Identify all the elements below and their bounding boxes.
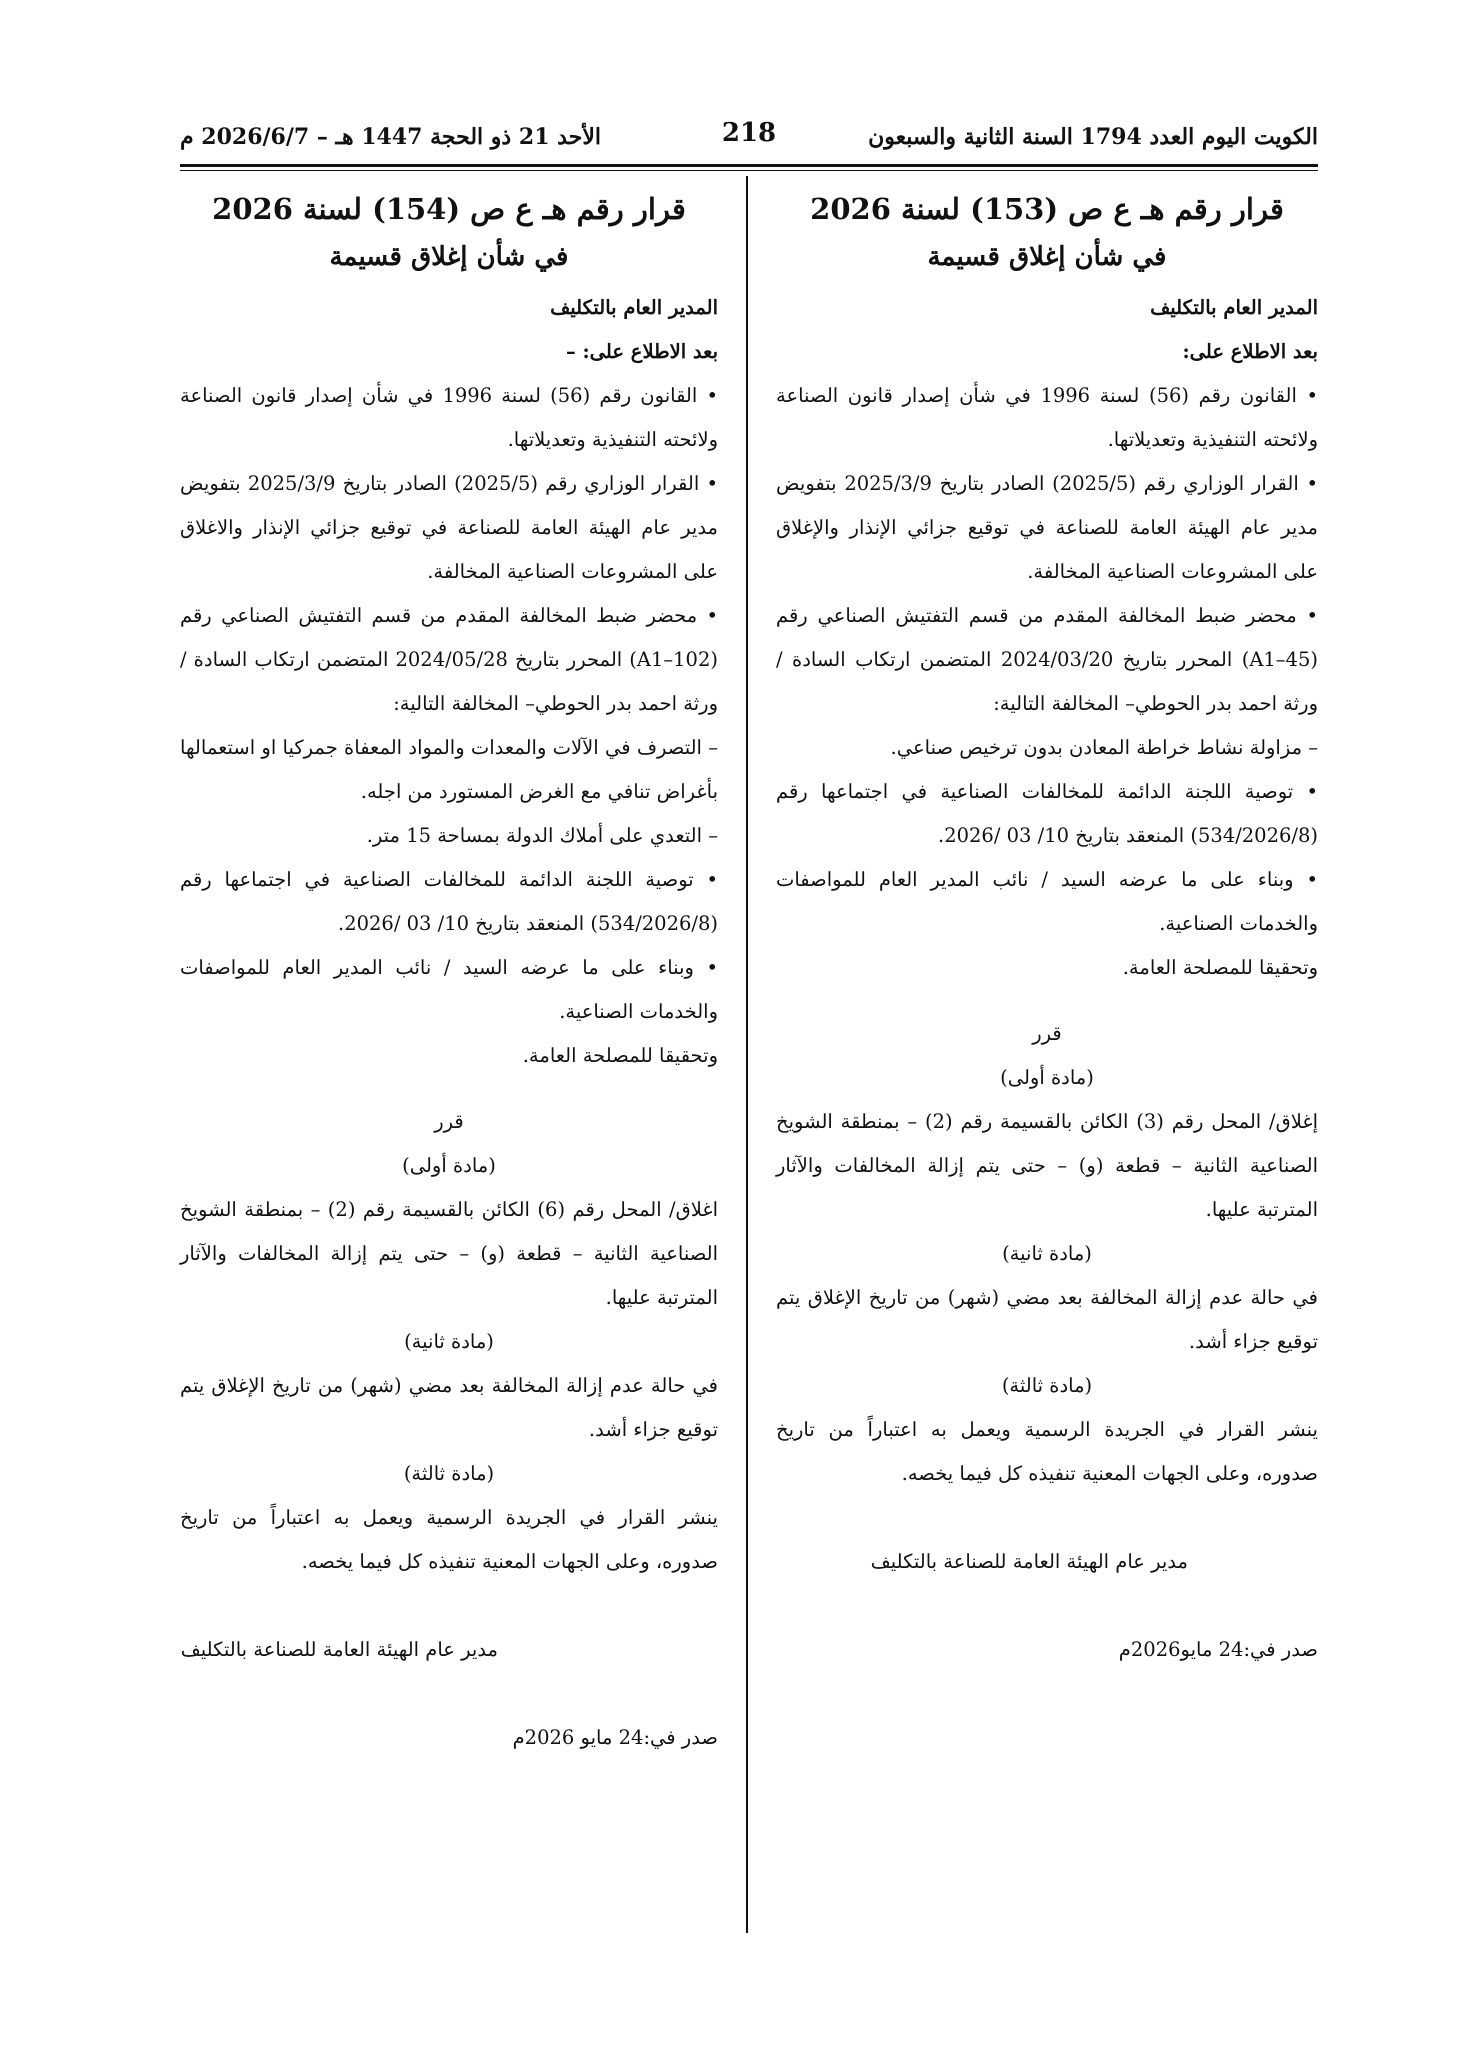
recital-item: • القرار الوزاري رقم (2025/5) الصادر بتاريخ 2025/3/9 بتفويض مدير عام الهيئة العامة للصناعة في توقيع جزائي الإنذار والاغلاق على المشروعات الصناعية المخالفة. bbox=[180, 472, 719, 583]
decision-153-column bbox=[776, 184, 1318, 1672]
issued-date: صدر في:24 مايو 2026م bbox=[512, 1726, 718, 1749]
page-header bbox=[180, 118, 1318, 162]
decision-subtitle: في شأن إغلاق قسيمة bbox=[329, 242, 569, 272]
recitals-list bbox=[776, 374, 1318, 946]
article-2-heading: (مادة ثانية) bbox=[1002, 1242, 1092, 1265]
issuer-line: المدير العام بالتكليف bbox=[550, 296, 718, 319]
page-number: 218 bbox=[721, 118, 777, 148]
recital-item: • توصية اللجنة الدائمة للمخالفات الصناعية في اجتماعها رقم (534/2026/8) المنعقد بتاريخ 10/ 03 /2026. bbox=[180, 868, 718, 935]
article-1-text: إغلاق/ المحل رقم (3) الكائن بالقسيمة رقم (2) – بمنطقة الشويخ الصناعية الثانية – قطعة (و) – حتى يتم إزالة المخالفات والآثار المترتبة عليها. bbox=[776, 1110, 1319, 1221]
article-1-text: اغلاق/ المحل رقم (6) الكائن بالقسيمة رقم (2) – بمنطقة الشويخ الصناعية الثانية – قطعة (و) – حتى يتم إزالة المخالفات والآثار المترتبة عليها. bbox=[180, 1198, 718, 1309]
decision-154-column bbox=[180, 184, 718, 1760]
recital-item: • القرار الوزاري رقم (2025/5) الصادر بتاريخ 2025/3/9 بتفويض مدير عام الهيئة العامة للصناعة في توقيع جزائي الإنذار والإغلاق على المشروعات الصناعية المخالفة. bbox=[776, 472, 1319, 583]
signature-line: مدير عام الهيئة العامة للصناعة بالتكليف bbox=[180, 1638, 498, 1661]
decided-heading: قرر bbox=[434, 1110, 464, 1133]
article-3-text: ينشر القرار في الجريدة الرسمية ويعمل به اعتباراً من تاريخ صدوره، وعلى الجهات المعنية تنفيذه كل فيما يخصه. bbox=[180, 1506, 718, 1573]
decision-title: قرار رقم هـ ع ص (154) لسنة 2026 bbox=[212, 192, 686, 226]
issuer-line: المدير العام بالتكليف bbox=[1150, 296, 1318, 319]
recital-item: • وبناء على ما عرضه السيد / نائب المدير العام للمواصفات والخدمات الصناعية. bbox=[776, 868, 1318, 935]
article-3-text: ينشر القرار في الجريدة الرسمية ويعمل به اعتباراً من تاريخ صدوره، وعلى الجهات المعنية تنفيذه كل فيما يخصه. bbox=[776, 1418, 1318, 1485]
recital-item: • محضر ضبط المخالفة المقدم من قسم التفتيش الصناعي رقم (A1–45) المحرر بتاريخ 2024/03/20 المتضمن ارتكاب السادة / ورثة احمد بدر الحوطي– المخالفة التالية: bbox=[776, 604, 1318, 715]
recitals-list bbox=[180, 374, 718, 1034]
article-3-heading: (مادة ثالثة) bbox=[1001, 1374, 1093, 1397]
recital-item: – مزاولة نشاط خراطة المعادن بدون ترخيص صناعي. bbox=[890, 736, 1318, 759]
header-rule-thin bbox=[180, 170, 1318, 171]
issued-date: صدر في:24 مايو2026م bbox=[1118, 1638, 1318, 1661]
column-divider bbox=[746, 176, 748, 1933]
after-review-line: بعد الاطلاع على: bbox=[1182, 340, 1318, 363]
recital-item: • وبناء على ما عرضه السيد / نائب المدير العام للمواصفات والخدمات الصناعية. bbox=[180, 956, 718, 1023]
after-review-line: بعد الاطلاع على: – bbox=[565, 340, 718, 363]
public-interest-line: وتحقيقا للمصلحة العامة. bbox=[1122, 956, 1318, 979]
article-1-heading: (مادة أولى) bbox=[1000, 1066, 1094, 1089]
article-2-heading: (مادة ثانية) bbox=[404, 1330, 494, 1353]
article-3-heading: (مادة ثالثة) bbox=[403, 1462, 495, 1485]
recital-item: • توصية اللجنة الدائمة للمخالفات الصناعية في اجتماعها رقم (534/2026/8) المنعقد بتاريخ 10/ 03 /2026. bbox=[776, 780, 1318, 847]
decision-subtitle: في شأن إغلاق قسيمة bbox=[927, 242, 1167, 272]
recital-item: • القانون رقم (56) لسنة 1996 في شأن إصدار قانون الصناعة ولائحته التنفيذية وتعديلاتها. bbox=[776, 384, 1318, 451]
public-interest-line: وتحقيقا للمصلحة العامة. bbox=[522, 1044, 718, 1067]
gazette-issue-info: الكويت اليوم العدد 1794 السنة الثانية والسبعون bbox=[868, 124, 1318, 150]
article-2-text: في حالة عدم إزالة المخالفة بعد مضي (شهر) من تاريخ الإغلاق يتم توقيع جزاء أشد. bbox=[180, 1374, 718, 1441]
gazette-date: الأحد 21 ذو الحجة 1447 هـ – 2026/6/7 م bbox=[180, 124, 601, 150]
recital-item: • محضر ضبط المخالفة المقدم من قسم التفتيش الصناعي رقم (A1–102) المحرر بتاريخ 2024/05/28 المتضمن ارتكاب السادة / ورثة احمد بدر الحوطي– المخالفة التالية: bbox=[180, 604, 718, 715]
article-2-text: في حالة عدم إزالة المخالفة بعد مضي (شهر) من تاريخ الإغلاق يتم توقيع جزاء أشد. bbox=[776, 1286, 1318, 1353]
recital-item: – التصرف في الآلات والمعدات والمواد المعفاة جمركيا او استعمالها بأغراض تنافي مع الغرض المستورد من اجله. bbox=[180, 736, 718, 803]
article-1-heading: (مادة أولى) bbox=[402, 1154, 496, 1177]
signature-line: مدير عام الهيئة العامة للصناعة بالتكليف bbox=[870, 1550, 1188, 1573]
decision-title: قرار رقم هـ ع ص (153) لسنة 2026 bbox=[810, 192, 1284, 226]
header-rule-thick bbox=[180, 164, 1318, 167]
recital-item: – التعدي على أملاك الدولة بمساحة 15 متر. bbox=[366, 824, 718, 847]
decided-heading: قرر bbox=[1032, 1022, 1062, 1045]
recital-item: • القانون رقم (56) لسنة 1996 في شأن إصدار قانون الصناعة ولائحته التنفيذية وتعديلاتها. bbox=[180, 384, 718, 451]
